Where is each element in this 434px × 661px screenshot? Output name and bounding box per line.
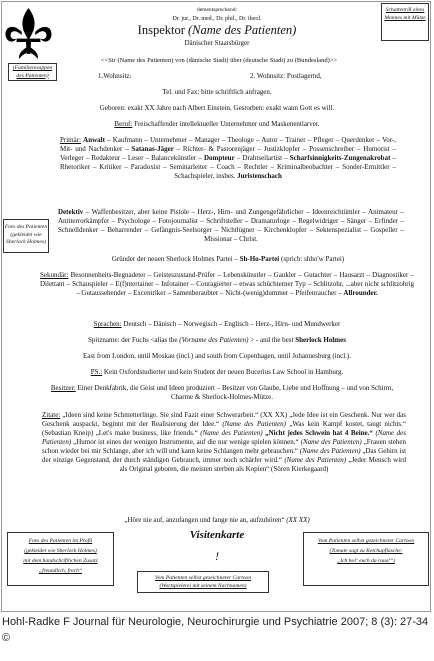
hoere-italic: (XX XX) bbox=[286, 516, 310, 524]
bottom-right-box bbox=[303, 532, 429, 586]
title-name: (Name des Patienten) bbox=[188, 23, 297, 37]
exclaim-mark: ! bbox=[215, 549, 219, 563]
bottom-right-line-2: (Tomate sagt zu Ketchupflasche: bbox=[329, 548, 403, 554]
familienwappen-box bbox=[8, 63, 57, 81]
zitate-i6: (Name des Patienten) bbox=[284, 456, 347, 464]
sprachen-text: Deutsch – Dänisch – Norwegisch – Englisch – Herz-, Hirn- und Mundwerker bbox=[123, 320, 341, 328]
spitzname-text-2: > - and the best bbox=[250, 336, 294, 344]
schattenriss-text: Schattenriß eines Mannes mit Mütze bbox=[384, 7, 426, 21]
gruender-rest: (sprich: shho'w Partei) bbox=[281, 255, 345, 263]
hoere-line bbox=[60, 516, 374, 525]
citation-caption: Hohl-Radke F Journal für Neurologie, Neurochirurgie und Psychiatrie 2007; 8 (3): 27-34 © bbox=[2, 616, 429, 644]
zitate-i2: (Name des Patienten) bbox=[200, 429, 263, 437]
zitate-i4: (Name des Patienten) bbox=[300, 438, 362, 446]
sekundaer-text: Besonnenheits-Begnadeter – Geisteszustand-Prüfer – Lebenskünstler – Gaukler – Gutachter – Hausarzt – Diagnostiker – Dilettant – Schauspieler – E(f)ntertainer – Infotainer – Couragierter – etwas schüchterner Typ – Schlitzohr, ...aber nicht schlitzohrig – Gutaussehender – Excentriker – Samenberaubter – Nicht-(wenig)dummer – Pfeifenraucher – bbox=[40, 271, 414, 297]
bottom-right-line-1: Vom Patienten selbst gezeichneter Cartoon bbox=[317, 538, 415, 544]
zitate-i5: (Name des Patienten) bbox=[299, 447, 361, 455]
bottom-right-line-3: „Ich hol‘ euch da raus!“) bbox=[337, 558, 395, 564]
sir-line: <<Sir (Name des Patienten) von (dänische Stadt) über (deutsche Stadt) zu (Bundesland)>> bbox=[100, 57, 338, 64]
visitenkarte-title: Visitenkarte bbox=[189, 529, 245, 541]
bottom-center-line-1: Vom Patienten selbst gezeichneter Cartoon bbox=[154, 575, 252, 581]
schattenriss-box bbox=[381, 3, 429, 41]
primaer-bold-3: Scharfsinnigkeits-Zungenakrobat bbox=[289, 154, 391, 162]
sprachen-label: Sprachen: bbox=[93, 320, 122, 328]
bottom-left-line-2: (gekleidet wie Sherlock Holmes) bbox=[24, 548, 97, 554]
bottom-left-box bbox=[7, 532, 114, 586]
bottom-left-line-3: mit dem handschriftlichen Zusatz bbox=[23, 558, 98, 564]
spitzname-bold: Sherlock Holmes bbox=[295, 336, 346, 344]
gruender-text: Gründer der neuen Sherlock Holmes Partei – bbox=[111, 255, 238, 263]
primaer-text-4: – Rhetoriker – Kritiker – Paradoxist – Seminarleiter – Coach – Rechtler – Kriminalbeobachter – Sonder-Ermittler – Schachspieler, insbes. bbox=[60, 154, 397, 180]
zitate-i3: (Name des Patienten) bbox=[42, 429, 406, 446]
degrees-text: Dr. jur., Dr. med., Dr. phil., Dr. theol. bbox=[172, 16, 262, 22]
primaer-bold-1: Satanas-Jäger bbox=[131, 145, 174, 153]
residence-1: 1.Wohnsitz: bbox=[98, 72, 132, 80]
beruf-text: Freischaffender intellektueller Unternehmer und Maskenentlarver. bbox=[134, 120, 320, 128]
besitzer-paragraph bbox=[40, 384, 404, 402]
sekundaer-label: Sekundär: bbox=[40, 271, 69, 279]
sekundaer-bold: Allrounder. bbox=[343, 289, 378, 297]
primaer-text-3: – Drahtseilartist – bbox=[236, 154, 288, 162]
detektiv-text: – Waffenbesitzer, aber keine Pistole – Herz-, Hirn- und Zungengefährlicher – Ideenreichtümler – Animateur – Antiterrorkämpfer – Psychologe – Fotojournalist – Schriftsteller – Dramaturloge – Regelwidriger – Sänger – Erfinder – Schnelldenker – Beharrender – Gefängnis-Seelsorger – Nichtlügner – Kirchenklopfer – Sektenspezialist – Gospeller – Missionar – Christ. bbox=[58, 208, 405, 243]
zitate-t6: „Jeder Mensch wird als Original geboren, die meisten sterben als Kopien“ (Sören Kierkegaard) bbox=[119, 456, 406, 473]
sekundaer-paragraph bbox=[40, 271, 414, 298]
zitate-paragraph bbox=[42, 411, 406, 474]
zitate-t3: „Humor ist eines der wenigen Instrumente, auf die nur wenige spielen können.“ bbox=[73, 438, 299, 446]
title-inspektor: Inspektor bbox=[137, 23, 185, 37]
spitzname-line bbox=[40, 336, 394, 345]
zitate-label: Zitate: bbox=[42, 411, 61, 419]
primaer-paragraph bbox=[60, 136, 396, 181]
ps-text: Kein Oxfordstudierter und kein Student der neuen Bucerius Law School in Hamburg. bbox=[103, 368, 344, 376]
spitzname-text: Spitzname: der Fuchs <alias the bbox=[88, 336, 178, 344]
residence-2: 2. Wohnsitz: Postlagernd, bbox=[250, 72, 322, 80]
east-line: East from London, until Moskau (incl.) and south from Copenhagen, until Johannesburg (incl.). bbox=[83, 352, 351, 360]
bottom-left-line-4: „freundlich, frech“ bbox=[38, 568, 83, 574]
contact-text: Tel. und Fax: bitte schriftlich anfragen. bbox=[162, 88, 272, 96]
ps-label: PS.: bbox=[90, 368, 103, 376]
primaer-lead: Anwalt bbox=[83, 136, 105, 144]
zitate-i1: (Name des Patienten) bbox=[222, 420, 286, 428]
zitate-b1: „Nicht jedes Schwein hat 4 Beine.“ bbox=[265, 429, 373, 437]
detektiv-paragraph bbox=[58, 208, 404, 244]
fleur-de-lis-icon bbox=[3, 6, 54, 61]
sprachen-line bbox=[40, 320, 394, 329]
beruf-label: Beruf: bbox=[114, 120, 133, 128]
ps-line bbox=[40, 368, 394, 377]
besitzer-text: Einer Denkfabrik, die Geist und Ideen produziert – Besitzer von Glaube, Liebe und Hoffnung – und von Schirm, Charme & Sherlock-Holmes-Mütze. bbox=[77, 384, 394, 401]
page-title bbox=[90, 23, 344, 38]
primaer-bold-4: Juristenschach bbox=[237, 172, 282, 180]
foto-box bbox=[3, 219, 49, 253]
hoere-text: „Höre nie auf, anzufangen und fange nie an, aufzuhören“ bbox=[124, 516, 285, 524]
detektiv-lead: Detektiv bbox=[58, 208, 84, 216]
foto-label: Foto des Patienten (gekleidet wie Sherlock Holmes) bbox=[4, 224, 48, 245]
zitate-t4: „Frauen stehen schon wieder bei mir Schlange, aber ich will und kann keine Schlangen mehr gebrauchen.“ bbox=[42, 438, 407, 455]
zitate-t5: „Das Gehirn ist der einzige Gegenstand, der durch ständigen Gebrauch, immer noch schärfer wird.“ bbox=[42, 447, 407, 464]
gruender-bold: Sh-Ho-Partei bbox=[239, 255, 280, 263]
bottom-center-box bbox=[137, 571, 269, 593]
gruender-line bbox=[60, 255, 396, 264]
primaer-text-1: – Kaufmann – Unternehmer – Manager – Theologe – Autor – Trainer – Pfleger – Querdenker – Vor-, Mit- und Nachdenker – bbox=[60, 136, 397, 153]
zitate-t2: „Was kein Kampf kostet, taugt nichts.“ (Sebastian Kneip) „Let's make business, like friends.“ bbox=[42, 420, 406, 437]
dementsprechend-text: dementsprechend: bbox=[196, 7, 237, 13]
citizenship-text: Dänischer Staatsbürger bbox=[184, 39, 250, 47]
besitzer-label: Besitzer: bbox=[50, 384, 76, 392]
birth-text: Geboren: exakt XX Jahre nach Albert Einstein. Gestorben: exakt wann Gott es will. bbox=[99, 104, 335, 112]
zitate-t1: „Ideen sind keine Schmetterlinge. Sie sind Fazit einer Schwerarbeit.“ (XX XX) „Jede Idee ist ein Geschenk. Nur wer das Geschenk auspackt, beginnt mit der Realisierung der Idee.“ bbox=[42, 411, 407, 428]
primaer-bold-2: Dompteur bbox=[203, 154, 235, 162]
familienwappen-label: (Familienwappen des Patienten) bbox=[12, 65, 53, 79]
spitzname-italic: (Vorname des Patienten) bbox=[179, 336, 249, 344]
bottom-center-line-2: (Wortspielerei mit seinem Nachnamen) bbox=[159, 583, 247, 589]
primaer-label: Primär: bbox=[60, 136, 81, 144]
beruf-line bbox=[60, 120, 374, 129]
bottom-left-line-1: Foto des Patienten im Profil bbox=[28, 538, 93, 544]
primaer-text-2: – Richter- & Pastorenjäger – Justizklopfer – Possenschreiber – Humorist – Verleger – Redakteur – Leser – Balancekünstler – bbox=[60, 145, 397, 162]
